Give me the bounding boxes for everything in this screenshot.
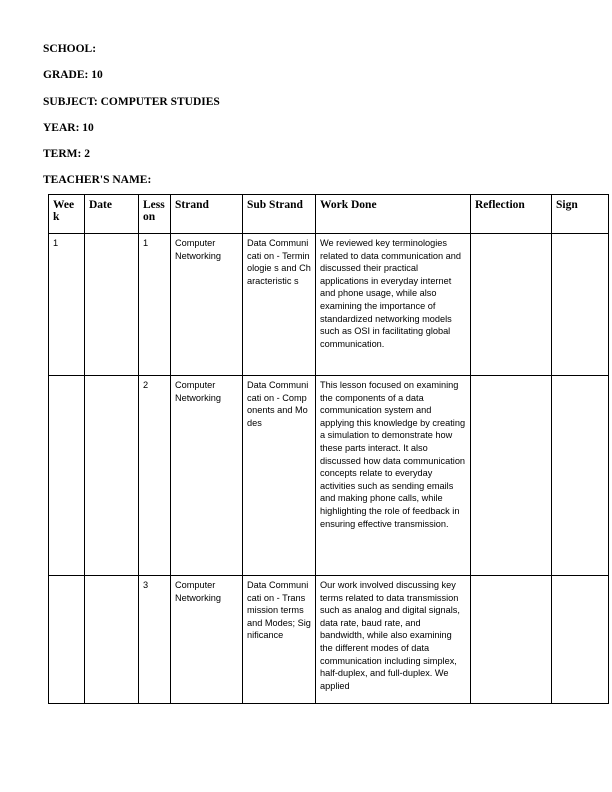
table-row: [49, 376, 609, 576]
reflection-cell: [471, 234, 552, 376]
school-label: SCHOOL:: [43, 43, 97, 55]
work-done-cell: We reviewed key terminologies related to data communication and discussed their practical applications in everyday internet and phone usage, while also examining the importance of standardized networking models such as OSI in facilitating global communication.: [316, 234, 471, 376]
col-header-date: Date: [85, 195, 139, 234]
col-header-strand: Strand: [171, 195, 243, 234]
sign-cell: [552, 234, 609, 376]
table-row: [49, 234, 609, 376]
date-cell: [85, 376, 139, 576]
reflection-cell: [471, 376, 552, 576]
strand-cell: Computer Networking: [171, 376, 243, 576]
col-header-sub-strand: Sub Strand: [243, 195, 316, 234]
teacher-name-label: TEACHER'S NAME:: [43, 174, 152, 186]
week-cell: [49, 376, 85, 576]
table-header-row: [49, 195, 609, 234]
sign-cell: [552, 376, 609, 576]
strand-cell: Computer Networking: [171, 576, 243, 704]
sub-strand-cell: Data Communicati on - Terminologie s and Characteristic s: [243, 234, 316, 376]
sub-strand-cell: Data Communicati on - Transmission terms and Modes; Significance: [243, 576, 316, 704]
grade-label: GRADE: 10: [43, 69, 103, 81]
table-row: [49, 576, 609, 704]
week-cell: [49, 576, 85, 704]
term-label: TERM: 2: [43, 148, 90, 160]
col-header-sign: Sign: [552, 195, 609, 234]
col-header-work-done: Work Done: [316, 195, 471, 234]
date-cell: [85, 234, 139, 376]
col-header-week: Wee k: [49, 195, 85, 234]
strand-cell: Computer Networking: [171, 234, 243, 376]
sign-cell: [552, 576, 609, 704]
col-header-lesson: Less on: [139, 195, 171, 234]
work-done-cell: Our work involved discussing key terms related to data transmission such as analog and digital signals, data rate, baud rate, and bandwidth, while also examining the different modes of data communication including simplex, half-duplex, and full-duplex. We applied: [316, 576, 471, 704]
sub-strand-cell: Data Communicati on - Components and Modes: [243, 376, 316, 576]
subject-label: SUBJECT: COMPUTER STUDIES: [43, 96, 220, 108]
work-done-cell: This lesson focused on examining the components of a data communication system and applying this knowledge by creating a simulation to demonstrate how these parts interact. It also discussed how data communication concepts relate to everyday activities such as sending emails and making phone calls, while highlighting the role of feedback in ensuring effective transmission.: [316, 376, 471, 576]
lesson-record-table: [48, 194, 609, 704]
lesson-cell: 3: [139, 576, 171, 704]
year-label: YEAR: 10: [43, 122, 94, 134]
week-cell: 1: [49, 234, 85, 376]
lesson-cell: 1: [139, 234, 171, 376]
lesson-cell: 2: [139, 376, 171, 576]
col-header-reflection: Reflection: [471, 195, 552, 234]
date-cell: [85, 576, 139, 704]
reflection-cell: [471, 576, 552, 704]
